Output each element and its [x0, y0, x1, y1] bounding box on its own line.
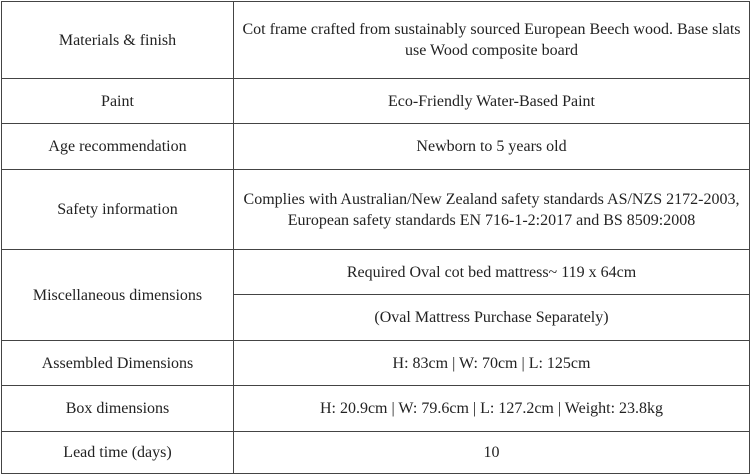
row-label: Paint — [2, 79, 234, 124]
row-value: Required Oval cot bed mattress~ 119 x 64cm — [234, 250, 750, 295]
product-spec-table — [1, 1, 750, 474]
row-label: Box dimensions — [2, 386, 234, 432]
row-value: (Oval Mattress Purchase Separately) — [234, 295, 750, 341]
table-row-box — [2, 386, 750, 432]
row-value: Eco-Friendly Water-Based Paint — [234, 79, 750, 124]
row-value: Complies with Australian/New Zealand safety standards AS/NZS 2172-2003, European safety standards EN 716-1-2:2017 and BS 8509:2008 — [234, 170, 750, 250]
row-value: Newborn to 5 years old — [234, 124, 750, 170]
row-value: 10 — [234, 432, 750, 474]
row-value: Cot frame crafted from sustainably sourced European Beech wood. Base slats use Wood composite board — [234, 2, 750, 79]
row-label: Miscellaneous dimensions — [2, 250, 234, 341]
row-label: Age recommendation — [2, 124, 234, 170]
table-row-misc-dimensions — [2, 250, 750, 295]
row-value: H: 83cm | W: 70cm | L: 125cm — [234, 341, 750, 386]
row-label: Safety information — [2, 170, 234, 250]
row-label: Lead time (days) — [2, 432, 234, 474]
table-row-lead-time — [2, 432, 750, 474]
table-row-materials — [2, 2, 750, 79]
table-row-age — [2, 124, 750, 170]
table-row-paint — [2, 79, 750, 124]
row-value: H: 20.9cm | W: 79.6cm | L: 127.2cm | Weight: 23.8kg — [234, 386, 750, 432]
table-row-assembled — [2, 341, 750, 386]
table-row-safety — [2, 170, 750, 250]
row-label: Materials & finish — [2, 2, 234, 79]
row-label: Assembled Dimensions — [2, 341, 234, 386]
